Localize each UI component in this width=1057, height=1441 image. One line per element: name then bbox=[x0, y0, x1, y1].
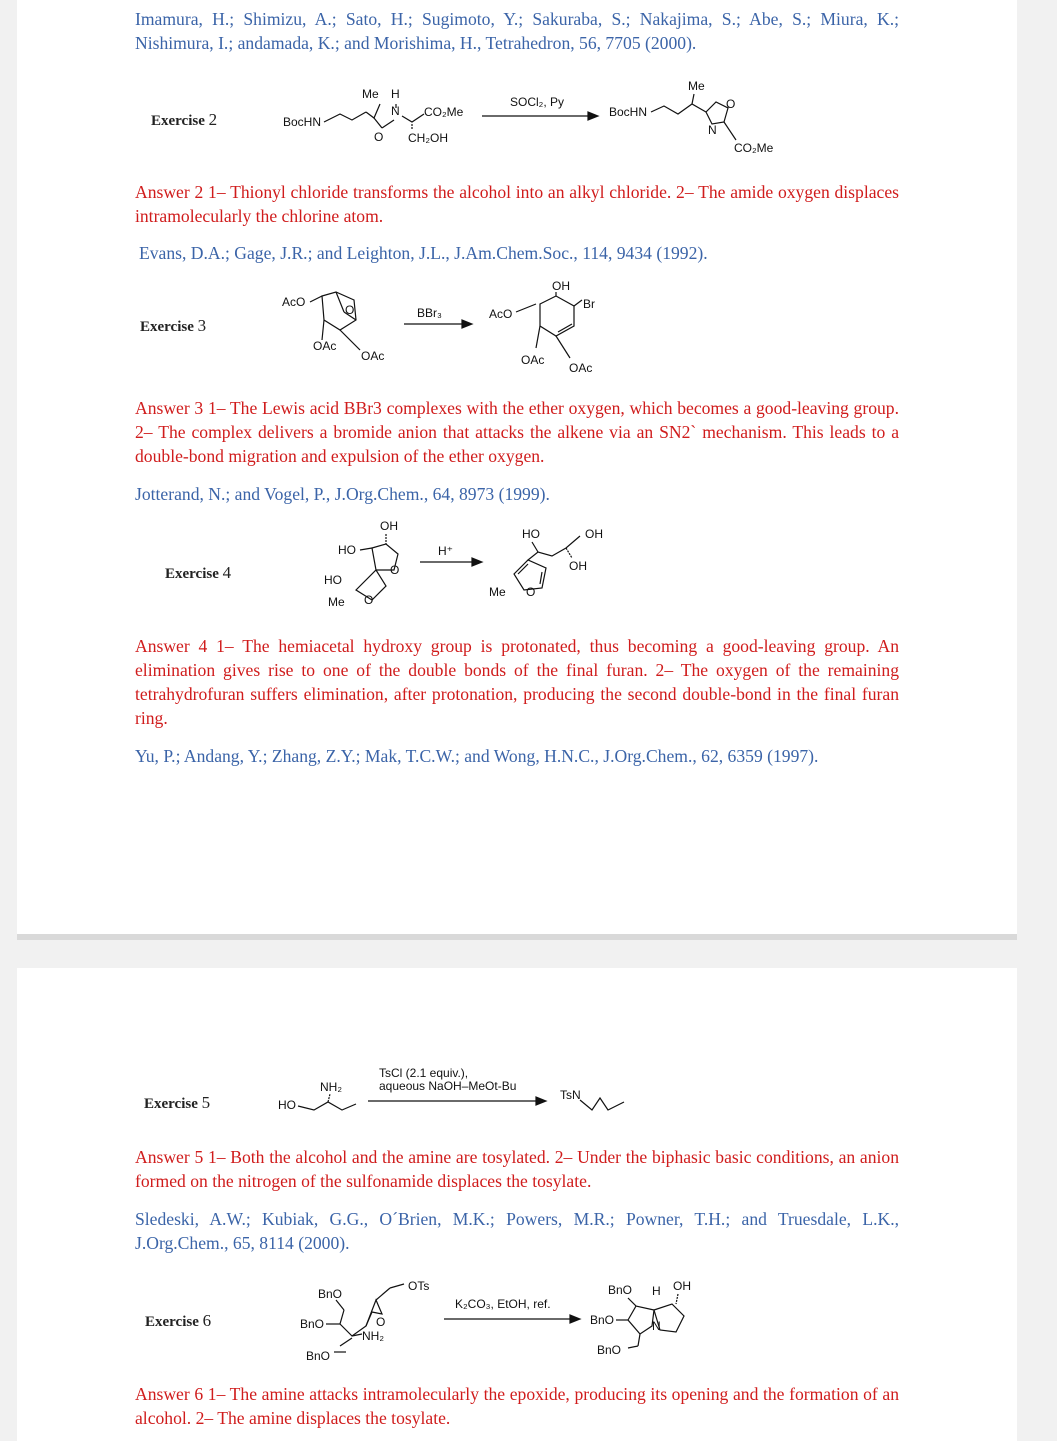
svg-text:AcO: AcO bbox=[282, 295, 306, 309]
svg-text:BnO: BnO bbox=[590, 1313, 615, 1327]
svg-text:CH₂OH: CH₂OH bbox=[408, 131, 448, 145]
svg-text:BnO: BnO bbox=[300, 1317, 325, 1331]
svg-text:H: H bbox=[391, 87, 400, 101]
answer-4: Answer 4 1– The hemiacetal hydroxy group is protonated, thus becoming a good-leaving group. An elimination gives rise to one of the double bonds of the final furan. 2– The oxygen of the remaining tetrahydrofuran suffers elimination, after protonation, producing the second double-bond in the final furan ring. bbox=[135, 636, 899, 728]
svg-text:aqueous NaOH–MeOt-Bu: aqueous NaOH–MeOt-Bu bbox=[379, 1079, 517, 1093]
answer-2: Answer 2 1– Thionyl chloride transforms the alcohol into an alkyl chloride. 2– The amide oxygen displaces intramolecularly the chlorine atom. bbox=[135, 182, 899, 226]
svg-text:K₂CO₃, EtOH, ref.: K₂CO₃, EtOH, ref. bbox=[455, 1297, 551, 1311]
svg-text:N: N bbox=[708, 123, 717, 137]
svg-text:Me: Me bbox=[362, 87, 379, 101]
svg-text:OH: OH bbox=[673, 1279, 691, 1293]
exercise-3-label: Exercise 3 bbox=[140, 316, 207, 335]
svg-text:CO₂Me: CO₂Me bbox=[424, 105, 464, 119]
svg-text:AcO: AcO bbox=[489, 307, 513, 321]
exercise-5-label: Exercise 5 bbox=[144, 1093, 211, 1112]
svg-text:H⁺: H⁺ bbox=[438, 544, 453, 558]
svg-text:OH: OH bbox=[552, 279, 570, 293]
svg-text:N: N bbox=[652, 1319, 661, 1333]
svg-text:BnO: BnO bbox=[597, 1343, 622, 1357]
svg-text:HO: HO bbox=[522, 527, 540, 541]
svg-text:OAc: OAc bbox=[569, 361, 593, 375]
reference-2: Evans, D.A.; Gage, J.R.; and Leighton, J.L., J.Am.Chem.Soc., 114, 9434 (1992). bbox=[139, 243, 708, 263]
svg-text:OH: OH bbox=[569, 559, 587, 573]
svg-text:OAc: OAc bbox=[521, 353, 545, 367]
svg-text:Me: Me bbox=[688, 79, 705, 93]
svg-text:O: O bbox=[726, 97, 736, 111]
svg-text:BnO: BnO bbox=[608, 1283, 633, 1297]
reference-1: Imamura, H.; Shimizu, A.; Sato, H.; Sugimoto, Y.; Sakuraba, S.; Nakajima, S.; Abe, S.; Miura, K.; Nishimura, I.; andamada, K.; and Morishima, H., Tetrahedron, 56, 7705 (2000). bbox=[135, 9, 899, 53]
reference-5: Sledeski, A.W.; Kubiak, G.G., O´Brien, M.K.; Powers, M.R.; Powner, T.H.; and Truesdale, L.K., J.Org.Chem., 65, 8114 (2000). bbox=[135, 1209, 899, 1253]
exercise-4-label: Exercise 4 bbox=[165, 563, 232, 582]
svg-text:HO: HO bbox=[324, 573, 342, 587]
svg-text:HO: HO bbox=[278, 1098, 296, 1112]
svg-text:O: O bbox=[526, 585, 536, 599]
svg-text:CO₂Me: CO₂Me bbox=[734, 141, 774, 155]
svg-text:BBr₃: BBr₃ bbox=[417, 306, 442, 320]
reference-4: Yu, P.; Andang, Y.; Zhang, Z.Y.; Mak, T.C.W.; and Wong, H.N.C., J.Org.Chem., 62, 6359 (1997). bbox=[135, 746, 819, 766]
svg-text:O: O bbox=[376, 1315, 386, 1329]
svg-text:N: N bbox=[391, 104, 400, 118]
svg-text:Me: Me bbox=[328, 595, 345, 609]
svg-text:BocHN: BocHN bbox=[283, 115, 322, 129]
answer-5: Answer 5 1– Both the alcohol and the amine are tosylated. 2– Under the biphasic basic conditions, an anion formed on the nitrogen of the sulfonamide displaces the tosylate. bbox=[135, 1147, 899, 1191]
svg-text:OAc: OAc bbox=[361, 349, 385, 363]
svg-text:O: O bbox=[345, 303, 355, 317]
svg-text:TsN: TsN bbox=[560, 1088, 581, 1102]
svg-text:Me: Me bbox=[489, 585, 506, 599]
answer-6: Answer 6 1– The amine attacks intramolecularly the epoxide, producing its opening and the formation of an alcohol. 2– The amine displaces the tosylate. bbox=[135, 1384, 899, 1428]
answer-3: Answer 3 1– The Lewis acid BBr3 complexes with the ether oxygen, which becomes a good-leaving group. 2– The complex delivers a bromide anion that attacks the alkene via an SN2` mechanism. This leads to a double-bond migration and expulsion of the ether oxygen. bbox=[135, 398, 899, 466]
svg-text:OH: OH bbox=[380, 519, 398, 533]
svg-text:OAc: OAc bbox=[313, 339, 337, 353]
svg-text:TsCl (2.1 equiv.),: TsCl (2.1 equiv.), bbox=[379, 1066, 469, 1080]
svg-text:NH₂: NH₂ bbox=[320, 1080, 342, 1094]
exercise-2-label: Exercise 2 bbox=[151, 110, 218, 129]
reference-3: Jotterand, N.; and Vogel, P., J.Org.Chem., 64, 8973 (1999). bbox=[135, 484, 550, 504]
svg-text:O: O bbox=[374, 130, 384, 144]
svg-text:BocHN: BocHN bbox=[609, 105, 648, 119]
svg-text:HO: HO bbox=[338, 543, 356, 557]
svg-text:OH: OH bbox=[585, 527, 603, 541]
svg-text:Br: Br bbox=[583, 297, 595, 311]
svg-text:OTs: OTs bbox=[408, 1279, 430, 1293]
svg-text:BnO: BnO bbox=[318, 1287, 343, 1301]
svg-text:O: O bbox=[390, 563, 400, 577]
svg-text:BnO: BnO bbox=[306, 1349, 331, 1363]
svg-text:O: O bbox=[364, 593, 374, 607]
svg-text:NH₂: NH₂ bbox=[362, 1329, 384, 1343]
svg-text:SOCl₂, Py: SOCl₂, Py bbox=[510, 95, 564, 109]
exercise-6-label: Exercise 6 bbox=[145, 1311, 212, 1330]
svg-text:H: H bbox=[652, 1284, 661, 1298]
